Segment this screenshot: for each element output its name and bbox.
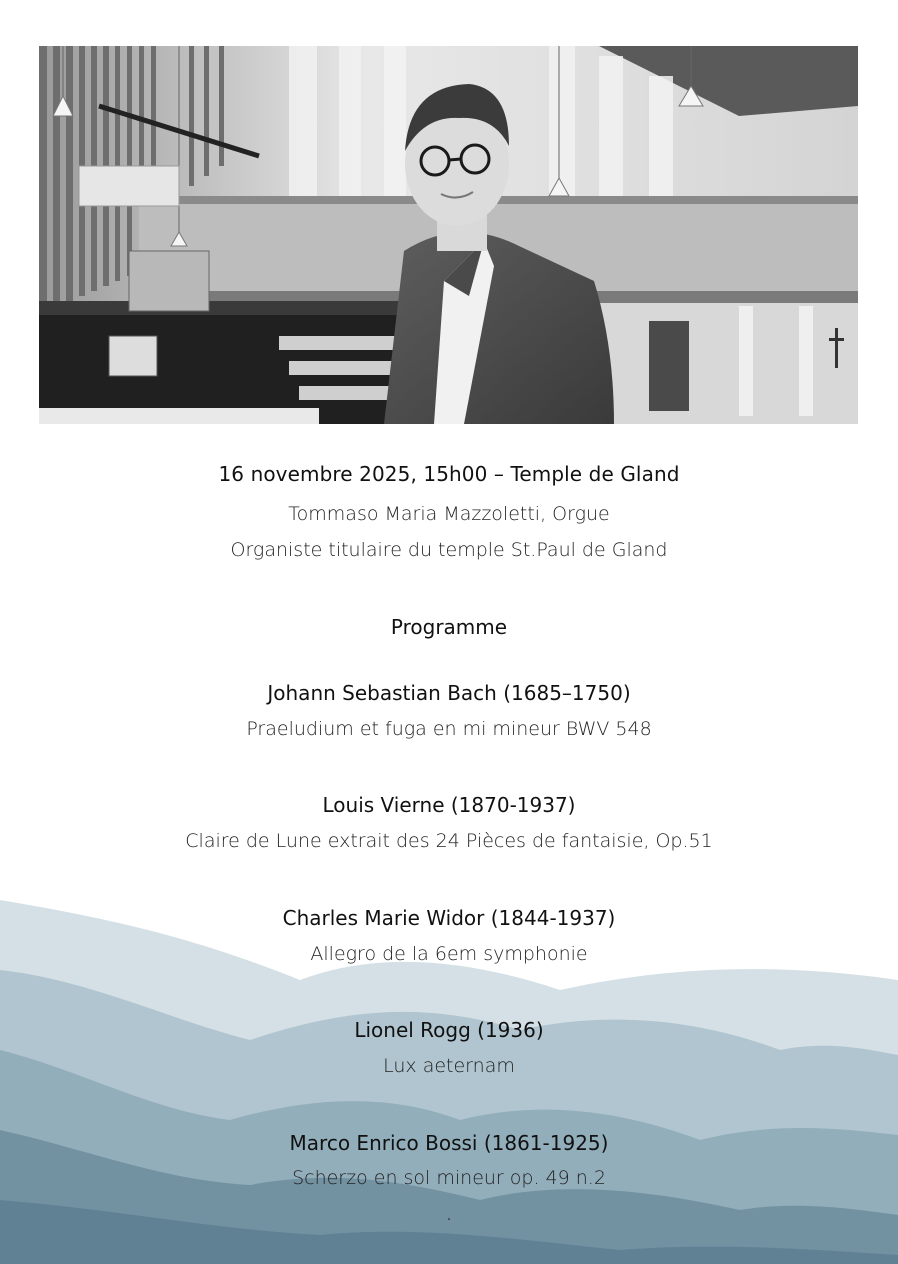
work-1: Praeludium et fuga en mi mineur BWV 548: [246, 718, 652, 740]
composer-4: Lionel Rogg (1936): [354, 1018, 544, 1042]
role-line: Organiste titulaire du temple St.Paul de Gland: [230, 539, 668, 561]
work-3: Allegro de la 6em symphonie: [310, 943, 588, 965]
work-2: Claire de Lune extrait des 24 Pièces de fantaisie, Op.51: [185, 830, 713, 852]
organist-photo: [39, 46, 858, 424]
programme-title: Programme: [390, 615, 508, 639]
composer-1: Johann Sebastian Bach (1685–1750): [267, 681, 631, 705]
composer-5: Marco Enrico Bossi (1861-1925): [289, 1131, 609, 1155]
composer-2: Louis Vierne (1870-1937): [322, 793, 576, 817]
event-heading: 16 novembre 2025, 15h00 – Temple de Gland: [218, 462, 680, 486]
composer-3: Charles Marie Widor (1844-1937): [282, 906, 616, 930]
performer-line: Tommaso Maria Mazzoletti, Orgue: [288, 503, 610, 525]
trailing-mark: .: [446, 1208, 452, 1224]
work-4: Lux aeternam: [383, 1055, 515, 1077]
work-5: Scherzo en sol mineur op. 49 n.2: [292, 1167, 606, 1189]
